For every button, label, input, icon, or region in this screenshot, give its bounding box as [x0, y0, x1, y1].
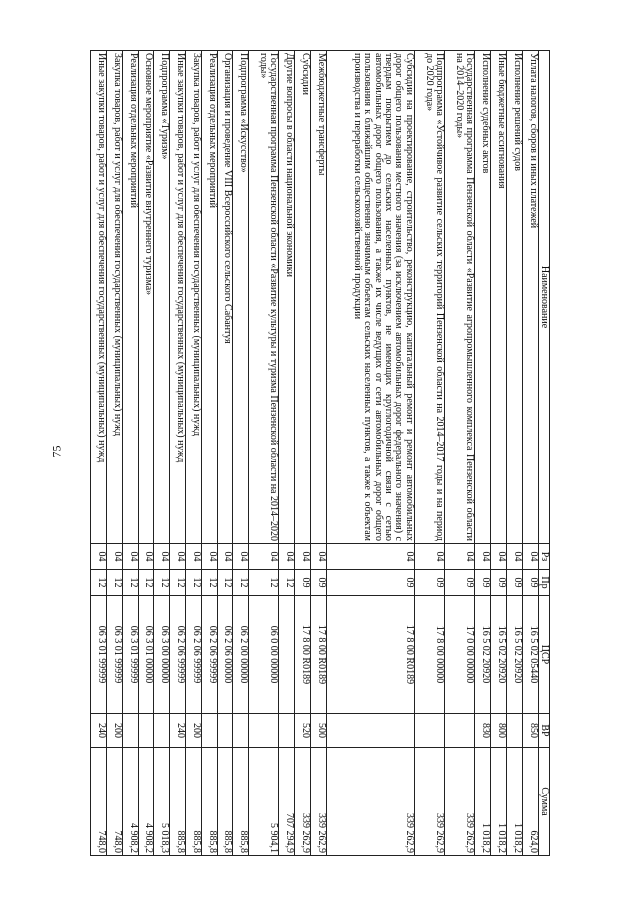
cell-name: Исполнение решений судов — [506, 51, 522, 544]
cell-name: Иные бюджетные ассигнования — [491, 51, 507, 544]
table-body — [91, 51, 539, 856]
cell-csr: 06 2 00 00000 — [233, 596, 249, 714]
table-row — [475, 51, 491, 856]
cell-sum: 4 908,2 — [138, 748, 154, 856]
cell-csr: 17 8 00 R0189 — [326, 596, 414, 714]
cell-rz: 04 — [295, 544, 311, 570]
header-vr: ВР — [538, 714, 549, 748]
cell-vr: 800 — [491, 714, 507, 748]
cell-pr: 12 — [217, 570, 233, 596]
cell-csr: 17 8 00 R0189 — [311, 596, 327, 714]
cell-vr — [445, 714, 475, 748]
table-row — [249, 51, 279, 856]
cell-rz: 04 — [445, 544, 475, 570]
cell-csr: 06 0 00 00000 — [249, 596, 279, 714]
cell-name: Субсидии — [295, 51, 311, 544]
cell-vr: 520 — [295, 714, 311, 748]
cell-csr: 16 5 02 20920 — [506, 596, 522, 714]
cell-pr: 12 — [138, 570, 154, 596]
cell-sum: 748,0 — [106, 748, 122, 856]
cell-rz: 04 — [106, 544, 122, 570]
cell-sum: 339 262,9 — [326, 748, 414, 856]
cell-csr: 06 3 01 99999 — [106, 596, 122, 714]
cell-vr: 240 — [91, 714, 107, 748]
cell-vr — [122, 714, 138, 748]
cell-vr — [233, 714, 249, 748]
cell-name: Подпрограмма «Устойчивое развитие сельских территорий Пензенской области на 2014–2017 годы и на период до 2020 года» — [414, 51, 444, 544]
table-row — [295, 51, 311, 856]
table-row — [138, 51, 154, 856]
budget-table — [90, 50, 550, 856]
cell-vr — [138, 714, 154, 748]
cell-sum: 5 904,1 — [249, 748, 279, 856]
cell-csr — [279, 596, 295, 714]
cell-name: Подпрограмма «Искусство» — [233, 51, 249, 544]
cell-sum: 885,8 — [186, 748, 202, 856]
cell-pr: 09 — [475, 570, 491, 596]
cell-vr — [506, 714, 522, 748]
cell-vr: 240 — [170, 714, 186, 748]
cell-name: Закупка товаров, работ и услуг для обеспечения государственных (муниципальных) нужд — [186, 51, 202, 544]
cell-csr: 06 3 01 00000 — [138, 596, 154, 714]
cell-rz: 04 — [522, 544, 538, 570]
cell-name: Субсидии на проектирование, строительство, реконструкцию, капитальный ремонт и ремонт автомобильных дорог общего пользования местного значения (за исключением автомобильных дорог федерального значения) с твердым покрытием до сельских населенных пунктов, не имеющих круглогодичной связи с сетью автомобильных дорог общего пользования, а также их числе ведущих от сети автомобильных дорог общего пользования к ближайшим общественно значимым объектам сельских населенных пунктов, а также к объектам производства и переработки сельскохозяйственной продукции — [326, 51, 414, 544]
cell-pr: 12 — [91, 570, 107, 596]
cell-pr: 12 — [233, 570, 249, 596]
cell-rz: 04 — [154, 544, 170, 570]
cell-vr — [326, 714, 414, 748]
cell-pr: 12 — [154, 570, 170, 596]
table-row — [326, 51, 414, 856]
cell-vr: 500 — [311, 714, 327, 748]
table-row — [522, 51, 538, 856]
cell-sum: 1 018,2 — [491, 748, 507, 856]
cell-sum: 885,8 — [217, 748, 233, 856]
page-number: 75 — [49, 445, 64, 458]
cell-sum: 339 262,9 — [295, 748, 311, 856]
cell-csr: 16 5 02 20920 — [475, 596, 491, 714]
header-name: Наименование — [538, 51, 549, 544]
cell-vr — [201, 714, 217, 748]
cell-pr: 09 — [506, 570, 522, 596]
cell-pr: 12 — [186, 570, 202, 596]
cell-name: Иные закупки товаров, работ и услуг для обеспечения государственных (муниципальных) нужд — [91, 51, 107, 544]
cell-vr — [249, 714, 279, 748]
cell-name: Реализация отдельных мероприятий — [201, 51, 217, 544]
cell-pr: 09 — [295, 570, 311, 596]
cell-pr: 12 — [122, 570, 138, 596]
cell-name: Уплата налогов, сборов и иных платежей — [522, 51, 538, 544]
cell-sum: 4 908,2 — [122, 748, 138, 856]
header-pr: Пр — [538, 570, 549, 596]
cell-rz: 04 — [91, 544, 107, 570]
cell-csr: 16 5 02 05440 — [522, 596, 538, 714]
header-rz: Рз — [538, 544, 549, 570]
cell-pr: 09 — [445, 570, 475, 596]
cell-sum: 1 018,2 — [475, 748, 491, 856]
cell-sum: 885,8 — [170, 748, 186, 856]
cell-rz: 04 — [186, 544, 202, 570]
table-row — [414, 51, 444, 856]
cell-rz: 04 — [475, 544, 491, 570]
table-row — [233, 51, 249, 856]
cell-csr: 06 2 06 99999 — [201, 596, 217, 714]
cell-vr — [217, 714, 233, 748]
table-row — [279, 51, 295, 856]
cell-name: Государственная программа Пензенской области «Развитие культуры и туризма Пензенской области на 2014–2020 годы» — [249, 51, 279, 544]
cell-sum: 885,8 — [233, 748, 249, 856]
rotated-table-container — [90, 50, 550, 855]
cell-rz: 04 — [122, 544, 138, 570]
cell-name: Организация и проведение VIII Всероссийского сельского Сабантуя — [217, 51, 233, 544]
cell-name: Подпрограмма «Туризм» — [154, 51, 170, 544]
cell-sum: 339 262,9 — [445, 748, 475, 856]
cell-name: Другие вопросы в области национальной экономики — [279, 51, 295, 544]
cell-csr: 06 2 06 99999 — [186, 596, 202, 714]
table-row — [154, 51, 170, 856]
cell-pr: 12 — [279, 570, 295, 596]
table-row — [201, 51, 217, 856]
table-row — [506, 51, 522, 856]
header-sum: Сумма — [538, 748, 549, 856]
cell-name: Исполнение судебных актов — [475, 51, 491, 544]
cell-pr: 12 — [170, 570, 186, 596]
cell-csr: 17 8 00 00000 — [414, 596, 444, 714]
cell-rz: 04 — [217, 544, 233, 570]
cell-name: Основное мероприятие «Развитие внутреннего туризма» — [138, 51, 154, 544]
cell-rz: 04 — [506, 544, 522, 570]
cell-sum: 707 294,9 — [279, 748, 295, 856]
cell-csr: 06 3 01 99999 — [91, 596, 107, 714]
cell-rz: 04 — [491, 544, 507, 570]
cell-rz: 04 — [249, 544, 279, 570]
cell-pr: 09 — [491, 570, 507, 596]
table-header-row — [538, 51, 549, 856]
cell-csr: 06 3 00 00000 — [154, 596, 170, 714]
table-row — [217, 51, 233, 856]
cell-pr: 09 — [522, 570, 538, 596]
cell-csr: 06 2 06 00000 — [217, 596, 233, 714]
cell-rz: 04 — [170, 544, 186, 570]
cell-pr: 09 — [311, 570, 327, 596]
table-row — [311, 51, 327, 856]
cell-pr: 09 — [414, 570, 444, 596]
table-row — [106, 51, 122, 856]
cell-pr: 12 — [249, 570, 279, 596]
cell-csr: 06 2 06 99999 — [170, 596, 186, 714]
cell-sum: 339 262,9 — [414, 748, 444, 856]
cell-sum: 5 018,3 — [154, 748, 170, 856]
cell-vr — [414, 714, 444, 748]
cell-vr: 850 — [522, 714, 538, 748]
header-csr: ЦСР — [538, 596, 549, 714]
table-row — [122, 51, 138, 856]
cell-pr: 09 — [326, 570, 414, 596]
cell-name: Иные закупки товаров, работ и услуг для обеспечения государственных (муниципальных) нужд — [170, 51, 186, 544]
cell-sum: 624,0 — [522, 748, 538, 856]
table-row — [186, 51, 202, 856]
cell-sum: 1 018,2 — [506, 748, 522, 856]
cell-vr — [279, 714, 295, 748]
cell-name: Закупка товаров, работ и услуг для обеспечения государственных (муниципальных) нужд — [106, 51, 122, 544]
cell-csr: 06 3 01 99999 — [122, 596, 138, 714]
table-row — [445, 51, 475, 856]
cell-csr: 17 0 00 00000 — [445, 596, 475, 714]
cell-csr: 16 5 02 20920 — [491, 596, 507, 714]
cell-pr: 12 — [106, 570, 122, 596]
cell-name: Государственная программа Пензенской области «Развитие агропромышленного комплекса Пензенской области на 2014–2020 годы» — [445, 51, 475, 544]
cell-rz: 04 — [311, 544, 327, 570]
cell-name: Межбюджетные трансферты — [311, 51, 327, 544]
cell-vr: 200 — [186, 714, 202, 748]
table-row — [170, 51, 186, 856]
table-row — [91, 51, 107, 856]
cell-pr: 12 — [201, 570, 217, 596]
cell-csr: 17 8 00 R0189 — [295, 596, 311, 714]
cell-sum: 885,8 — [201, 748, 217, 856]
cell-name: Реализация отдельных мероприятий — [122, 51, 138, 544]
table-row — [491, 51, 507, 856]
cell-vr: 200 — [106, 714, 122, 748]
cell-rz: 04 — [138, 544, 154, 570]
cell-vr — [154, 714, 170, 748]
cell-sum: 339 262,9 — [311, 748, 327, 856]
cell-rz: 04 — [233, 544, 249, 570]
cell-rz: 04 — [279, 544, 295, 570]
cell-rz: 04 — [414, 544, 444, 570]
cell-rz: 04 — [326, 544, 414, 570]
cell-rz: 04 — [201, 544, 217, 570]
cell-vr: 830 — [475, 714, 491, 748]
cell-sum: 748,0 — [91, 748, 107, 856]
